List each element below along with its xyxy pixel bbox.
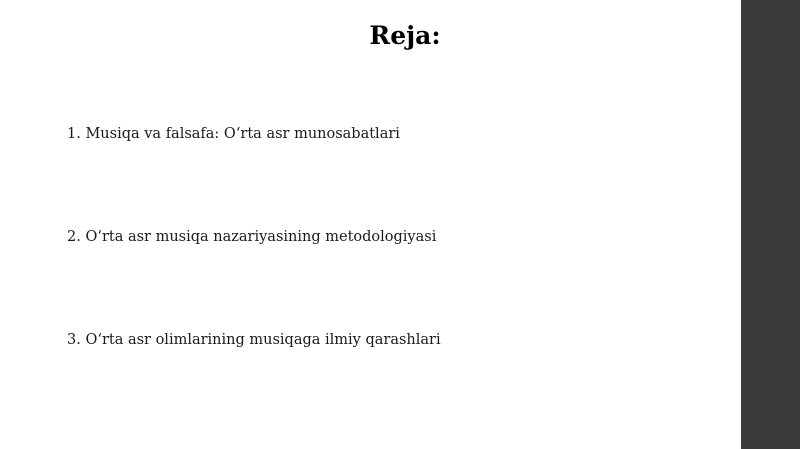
plan-item-3: 3. O‘rta asr olimlarining musiqaga ilmiy qarashlari: [67, 332, 441, 348]
side-panel: [741, 0, 800, 449]
slide-title: Reja:: [369, 21, 441, 50]
plan-item-1: 1. Musiqa va falsafa: O‘rta asr munosabatlari: [67, 126, 400, 142]
plan-item-2: 2. O‘rta asr musiqa nazariyasining metodologiyasi: [67, 229, 437, 245]
